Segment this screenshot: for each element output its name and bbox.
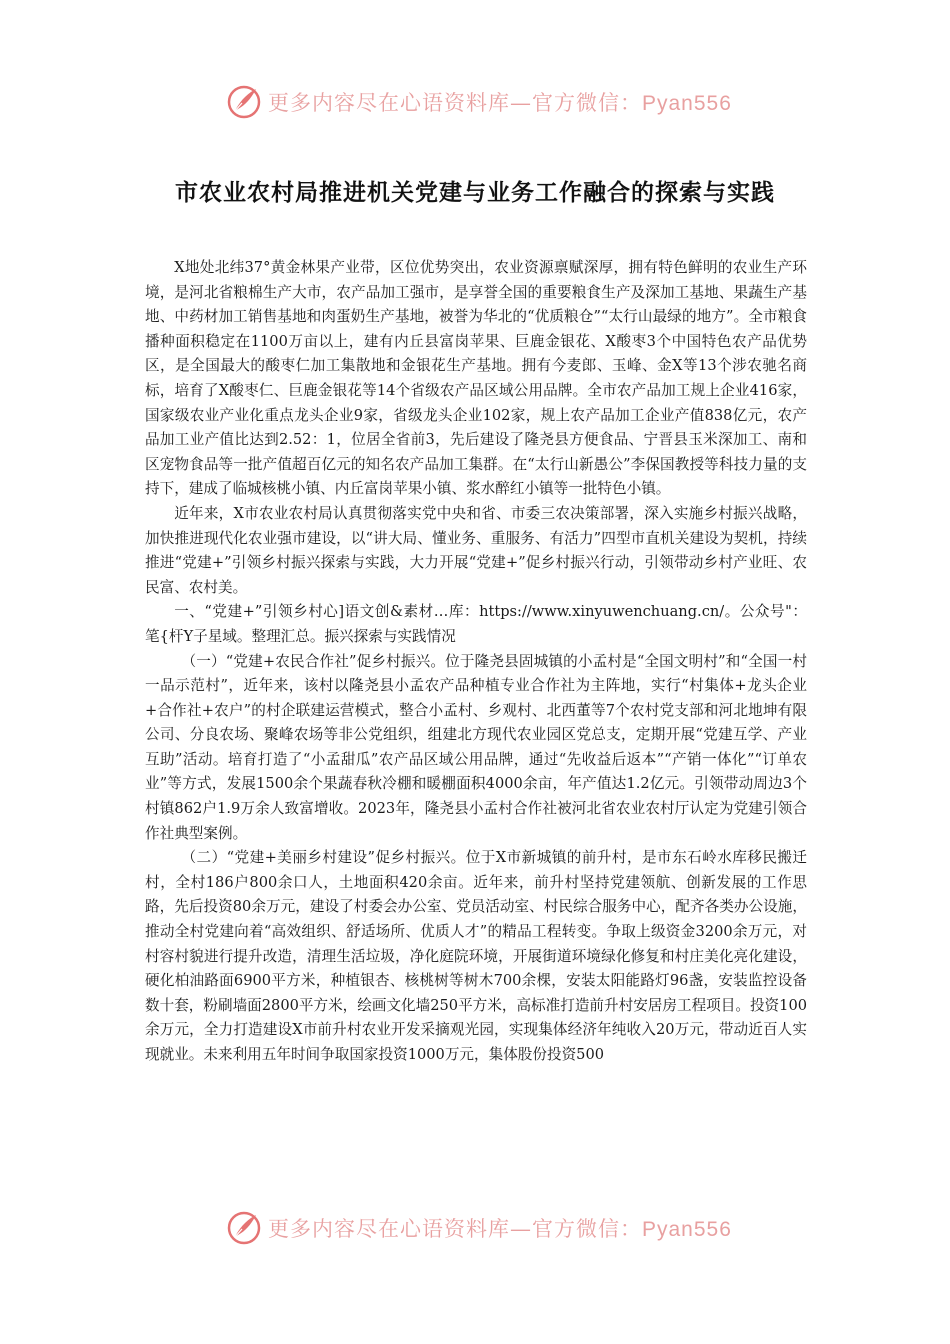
paragraph: 近年来，X市农业农村局认真贯彻落实党中央和省、市委三农决策部署，深入实施乡村振兴战略，加快推进现代化农业强市建设，以“讲大局、懂业务、重服务、有活力”四型市直机关建设为契机，持续推进“党建+”引领乡村振兴探索与实践，大力开展“党建+”促乡村振兴行动，引领带动乡村产业旺、农民富、农村美。 [145, 504, 807, 596]
wechat-id: Pyan556 [642, 92, 732, 115]
quill-circle-logo-icon [226, 84, 262, 120]
footer-banner[interactable] [226, 1208, 732, 1248]
paragraph: X地处北纬37°黄金林果产业带，区位优势突出，农业资源禀赋深厚，拥有特色鲜明的农业生产环境，是河北省粮棉生产大市，农产品加工强市，是享誉全国的重要粮食生产及深加工基地、果蔬生产基地、中药材加工销售基地和肉蛋奶生产基地，被誉为华北的“优质粮仓”“太行山最绿的地方”。全市粮食播种面积稳定在1100万亩以上，建有内丘县富岗苹果、巨鹿金银花、X酸枣3个中国特色农产品优势区，是全国最大的酸枣仁加工集散地和金银花生产基地。拥有今麦郎、玉峰、金X等13个涉农驰名商标，培育了X酸枣仁、巨鹿金银花等14个省级农产品区域公用品牌。全市农产品加工规上企业416家，国家级农业产业化重点龙头企业9家，省级龙头企业102家，规上农产品加工企业产值838亿元，农产品加工业产值比达到2.52：1，位居全省前3，先后建设了隆尧县方便食品、宁晋县玉米深加工、南和区宠物食品等一批产值超百亿元的知名农产品加工集群。在“太行山新愚公”李保国教授等科技力量的支持下，建成了临城核桃小镇、内丘富岗苹果小镇、浆水醉红小镇等一批特色小镇。 [145, 259, 807, 498]
document-title: 市农业农村局推进机关党建与业务工作融合的探索与实践 [175, 179, 775, 206]
paragraph: （二）“党建+美丽乡村建设”促乡村振兴。位于X市新城镇的前升村，是市东石岭水库移民搬迁村，全村186户800余口人，土地面积420余亩。近年来，前升村坚持党建领航、创新发展的工作思路，先后投资80余万元，建设了村委会办公室、党员活动室、村民综合服务中心，配齐各类办公设施，推动全村党建向着“高效组织、舒适场所、优质人才”的精品工程转变。争取上级资金3200余万元，对村容村貌进行提升改造，清理生活垃圾，净化庭院环境，开展街道环境绿化修复和村庄美化亮化建设，硬化柏油路面6900平方米，种植银杏、核桃树等树木700余棵，安装太阳能路灯96盏，安装监控设备数十套，粉刷墙面2800平方米，绘画文化墙250平方米，高标准打造前升村安居房工程项目。投资100余万元，全力打造建设X市前升村农业开发采摘观光园，实现集体经济年纯收入20万元，带动近百人实现就业。未来利用五年时间争取国家投资1000万元，集体股份投资500 [145, 849, 808, 1063]
header-banner[interactable] [226, 82, 732, 122]
banner-text: 更多内容尽在心语资料库—官方微信：Pyan556 [268, 1217, 732, 1241]
wechat-id: Pyan556 [642, 1218, 732, 1241]
quill-circle-logo-icon [226, 1210, 262, 1246]
paragraph: （一）“党建+农民合作社”促乡村振兴。位于隆尧县固城镇的小孟村是“全国文明村”和“全国一村一品示范村”，近年来，该村以隆尧县小孟农产品种植专业合作社为主阵地，实行“村集体+龙头企业+合作社+农户”的村企联建运营模式，整合小孟村、乡观村、北西董等7个农村党支部和河北地坤有限公司、分良农场、聚峰农场等非公党组织，组建北方现代农业园区党总支，定期开展“党建互学、产业互助”活动。培育打造了“小孟甜瓜”农产品区域公用品牌，通过“先收益后返本”“产销一体化”“订单农业”等方式，发展1500余个果蔬春秋冷棚和暖棚面积4000余亩，年产值达1.2亿元。引领带动周边3个村镇862户1.9万余人致富增收。2023年，隆尧县小孟村合作社被河北省农业农村厅认定为党建引领合作社典型案例。 [145, 652, 807, 842]
banner-text: 更多内容尽在心语资料库—官方微信：Pyan556 [268, 91, 732, 115]
document-body [145, 256, 807, 1068]
section-heading: 一、“党建+”引领乡村心]语文创&素材…库：https://www.xinyuwenchuang.cn/。公众号"：笔{杆Y子星域。整理汇总。振兴探索与实践情况 [145, 603, 807, 645]
